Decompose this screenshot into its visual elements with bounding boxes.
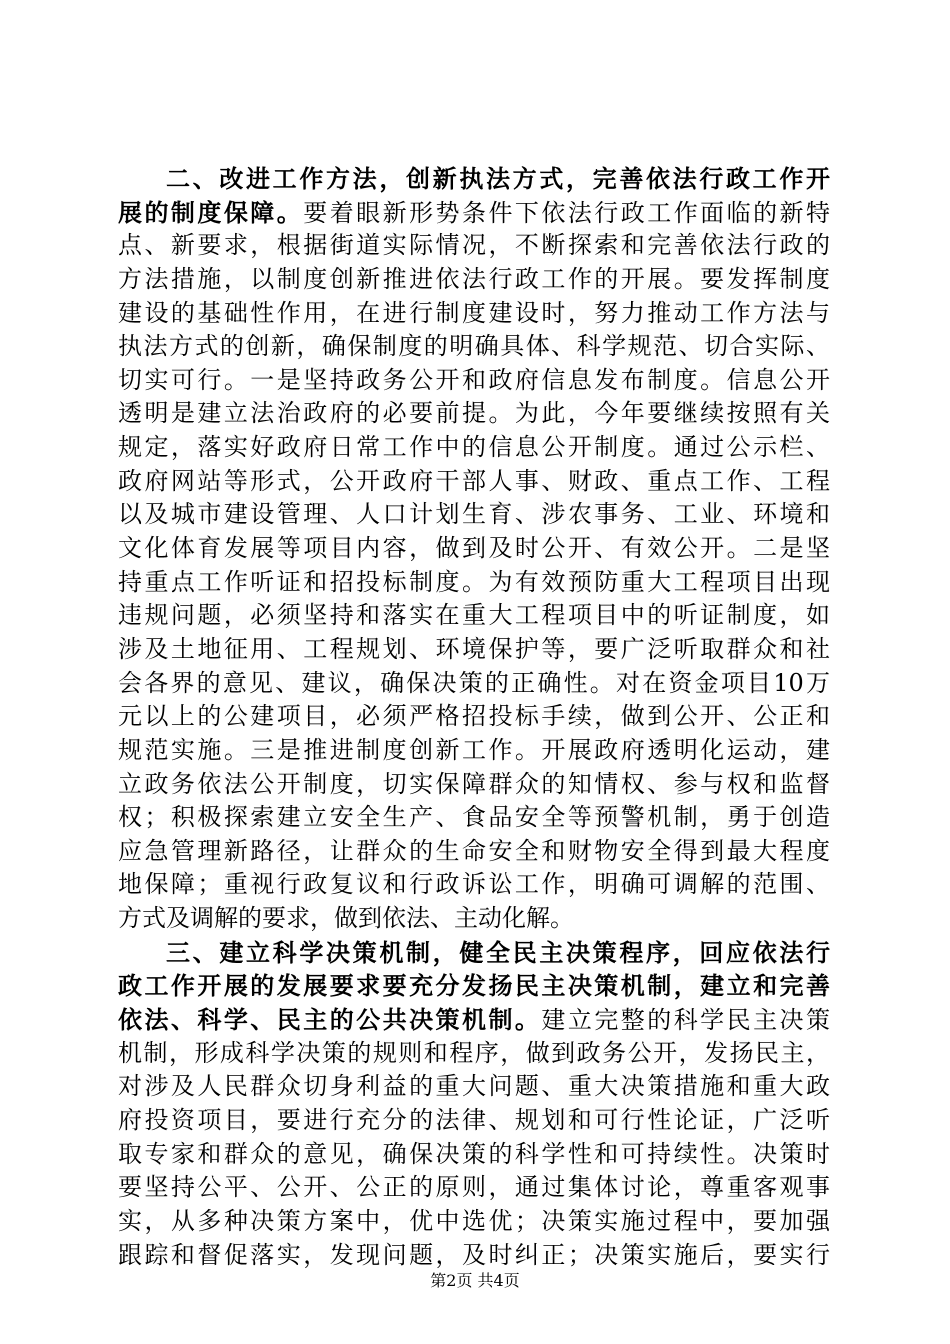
body-text-segment: 府投资项目，要进行充分的法律、规划和可行性论证，广泛听 [118, 1105, 830, 1134]
bold-heading-text: 政工作开展的发展要求要充分发扬民主决策机制，建立和完善 [118, 971, 830, 1001]
body-text-segment: 要坚持公平、公开、公正的原则，通过集体讨论，尊重客观事 [118, 1173, 830, 1202]
document-body [118, 162, 830, 1272]
text-line [118, 969, 830, 1003]
bold-heading-text: 依法、科学、民主的公共决策机制。 [118, 1005, 542, 1035]
text-line [118, 532, 830, 566]
body-text-segment: 立政务依法公开制度，切实保障群众的知情权、参与权和监督 [118, 769, 830, 798]
text-line [118, 229, 830, 263]
text-line [118, 566, 830, 600]
body-text-segment: 文化体育发展等项目内容，做到及时公开、有效公开。二是坚 [118, 534, 830, 563]
text-line [118, 364, 830, 398]
text-line [118, 768, 830, 802]
body-text-segment: 建设的基础性作用，在进行制度建设时，努力推动工作方法与 [118, 298, 830, 327]
text-line [118, 700, 830, 734]
bold-heading-text: 二、改进工作方法，创新执法方式，完善依法行政工作开 [166, 164, 830, 193]
text-line [118, 734, 830, 768]
text-line [118, 1138, 830, 1172]
body-text-segment: 建立完整的科学民主决策 [541, 1006, 831, 1035]
body-text-segment: 涉及土地征用、工程规划、环境保护等，要广泛听取群众和社 [118, 634, 830, 663]
text-line [118, 397, 830, 431]
bold-heading-text: 三、建立科学决策机制，健全民主决策程序，回应依法行 [166, 937, 830, 967]
text-line [118, 431, 830, 465]
body-text-segment: 切实可行。一是坚持政务公开和政府信息发布制度。信息公开 [118, 365, 830, 394]
body-text-segment: 机制，形成科学决策的规则和程序，做到政务公开，发扬民主， [118, 1038, 830, 1067]
body-text-segment: 要着眼新形势条件下依法行政工作面临的新特 [303, 198, 831, 227]
body-text-segment: 执法方式的创新，确保制度的明确具体、科学规范、切合实际、 [118, 332, 830, 361]
text-line [118, 263, 830, 297]
text-line [118, 1104, 830, 1138]
body-text-segment: 持重点工作听证和招投标制度。为有效预防重大工程项目出现 [118, 567, 830, 596]
text-line [118, 1171, 830, 1205]
body-text-segment: 点、新要求，根据街道实际情况，不断探索和完善依法行政的 [118, 231, 830, 260]
body-text-segment: 透明是建立法治政府的必要前提。为此，今年要继续按照有关 [118, 399, 830, 428]
text-line [118, 633, 830, 667]
text-line [118, 1070, 830, 1104]
text-line [118, 936, 830, 970]
text-line [118, 902, 830, 936]
body-text-segment: 方式及调解的要求，做到依法、主动化解。 [118, 904, 574, 933]
body-text-segment: 规定，落实好政府日常工作中的信息公开制度。通过公示栏、 [118, 433, 830, 462]
body-text-segment: 违规问题，必须坚持和落实在重大工程项目中的听证制度，如 [118, 601, 830, 630]
body-text-segment: 实，从多种决策方案中，优中选优；决策实施过程中，要加强 [118, 1206, 830, 1235]
body-text-segment: 政府网站等形式，公开政府干部人事、财政、重点工作、工程 [118, 466, 830, 495]
page-number-footer: 第2页 共4页 [430, 1271, 520, 1290]
body-text-segment: 取专家和群众的意见，确保决策的科学性和可持续性。决策时 [118, 1139, 830, 1168]
text-line [118, 1003, 830, 1037]
text-line [118, 835, 830, 869]
body-text-segment: 权；积极探索建立安全生产、食品安全等预警机制，勇于创造 [118, 803, 830, 832]
body-text-segment: 跟踪和督促落实，发现问题，及时纠正；决策实施后，要实行 [118, 1240, 830, 1269]
bold-heading-text: 展的制度保障。 [118, 197, 304, 227]
text-line [118, 465, 830, 499]
text-line [118, 801, 830, 835]
text-line [118, 330, 830, 364]
body-text-segment: 会各界的意见、建议，确保决策的正确性。对在资金项目10万 [118, 668, 830, 697]
body-text-segment: 应急管理新路径，让群众的生命安全和财物安全得到最大程度 [118, 836, 830, 865]
body-text-segment: 规范实施。三是推进制度创新工作。开展政府透明化运动，建 [118, 735, 830, 764]
text-line [118, 498, 830, 532]
text-line [118, 1037, 830, 1071]
body-text-segment: 元以上的公建项目，必须严格招投标手续，做到公开、公正和 [118, 702, 830, 731]
body-text-segment: 以及城市建设管理、人口计划生育、涉农事务、工业、环境和 [118, 500, 830, 529]
text-line [118, 1205, 830, 1239]
text-line [118, 297, 830, 331]
text-line [118, 868, 830, 902]
text-line [118, 162, 830, 196]
text-line [118, 196, 830, 230]
text-line [118, 667, 830, 701]
text-line [118, 599, 830, 633]
body-text-segment: 地保障；重视行政复议和行政诉讼工作，明确可调解的范围、 [118, 870, 830, 899]
body-text-segment: 对涉及人民群众切身利益的重大问题、重大决策措施和重大政 [118, 1072, 830, 1101]
body-text-segment: 方法措施，以制度创新推进依法行政工作的开展。要发挥制度 [118, 264, 830, 293]
